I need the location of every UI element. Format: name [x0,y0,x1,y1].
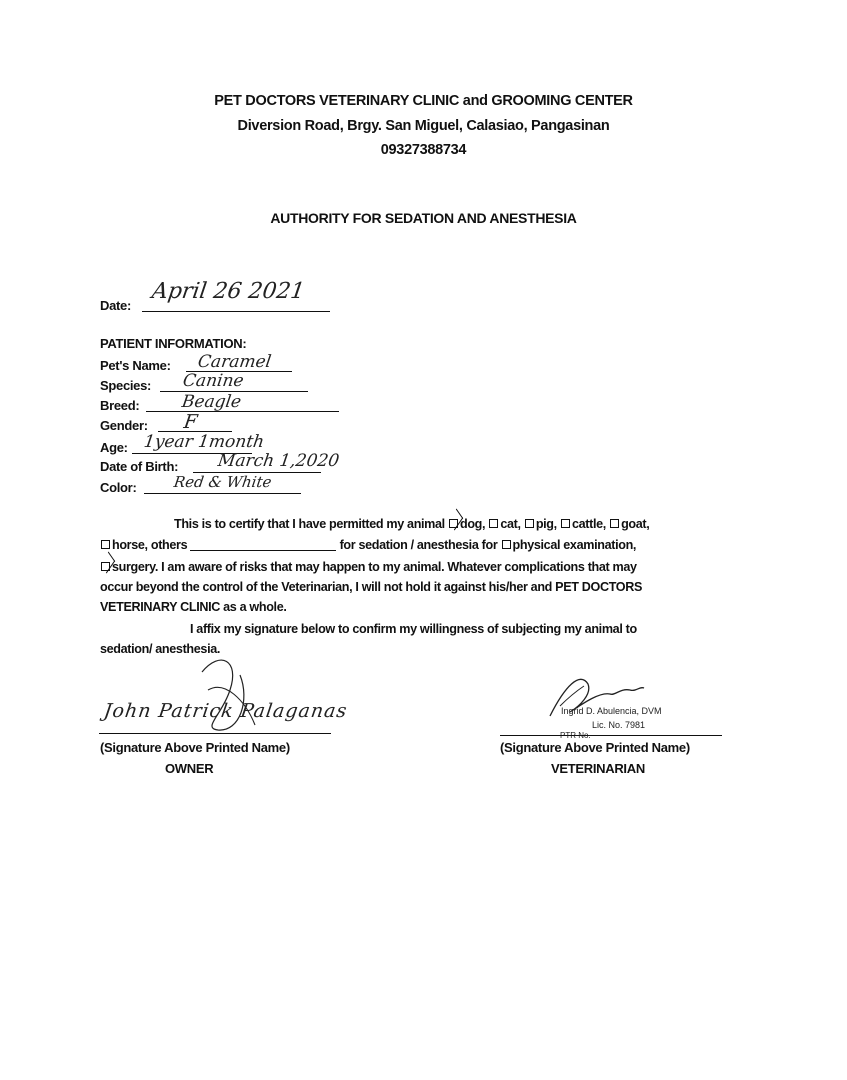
physical-exam-label: physical examination, [512,538,637,552]
owner-signature-caption: (Signature Above Printed Name) [100,740,290,755]
color-value: Red & White [172,473,273,491]
document-title: AUTHORITY FOR SEDATION AND ANESTHESIA [270,210,577,226]
pet-name-value: Caramel [196,352,273,372]
pig-checkbox[interactable] [525,519,534,528]
affix-text-1: I affix my signature below to confirm my willingness of subjecting my animal to [190,622,637,636]
goat-option-label: goat, [621,517,650,531]
age-value: 1year 1month [142,432,266,452]
breed-line [146,411,339,412]
physical-exam-checkbox[interactable] [502,540,511,549]
color-label: Color: [100,480,137,495]
dog-option-label: dog, [460,517,486,531]
vet-signature-caption: (Signature Above Printed Name) [500,740,690,755]
surgery-label: surgery. [112,560,158,574]
risk-text-3: VETERINARY CLINIC as a whole. [100,600,287,614]
clinic-address: Diversion Road, Brgy. San Miguel, Calasiao, Pangasinan [237,118,610,134]
affix-text-2: sedation/ anesthesia. [100,642,221,656]
dob-label: Date of Birth: [100,459,179,474]
gender-value: F [182,411,199,433]
risk-text-2: occur beyond the control of the Veterinarian, I will not hold it against his/her and PET DOCTORS [100,580,643,594]
pig-option-label: pig, [535,517,557,531]
age-label: Age: [100,440,128,455]
others-label: others [150,538,188,552]
horse-checkbox[interactable] [101,540,110,549]
cat-checkbox[interactable] [489,519,498,528]
date-label: Date: [100,298,132,313]
veterinarian-signature-scribble [540,666,660,726]
cattle-checkbox[interactable] [561,519,570,528]
color-line [144,493,301,494]
patient-info-heading: PATIENT INFORMATION: [100,336,247,351]
vet-stamp-name: Ingrid D. Abulencia, DVM [561,706,662,716]
owner-signature-text: John Patrick Palaganas [102,700,349,722]
vet-stamp-license: Lic. No. 7981 [592,720,646,730]
others-blank-line[interactable] [190,550,336,551]
owner-role: OWNER [165,761,214,776]
risk-text-1: I am aware of risks that may happen to my animal. Whatever complications that may [161,560,637,574]
goat-checkbox[interactable] [610,519,619,528]
dob-value: March 1,2020 [216,451,341,471]
gender-label: Gender: [100,418,148,433]
for-sedation-text: for sedation / anesthesia for [339,538,498,552]
species-label: Species: [100,378,152,393]
date-value: April 26 2021 [150,279,307,304]
vet-signature-line [500,735,722,736]
pet-name-label: Pet's Name: [100,358,171,373]
breed-label: Breed: [100,398,140,413]
horse-option-label: horse, [112,538,148,552]
certification-line-2 [100,538,636,552]
clinic-name: PET DOCTORS VETERINARY CLINIC and GROOMING CENTER [214,93,633,109]
owner-signature-scribble [90,630,330,740]
certification-line-1 [174,517,649,531]
clinic-phone: 09327388734 [380,142,467,158]
date-line [142,311,330,312]
certification-line-3 [100,560,637,574]
species-value: Canine [181,371,245,391]
dog-checkbox[interactable] [449,519,458,528]
cattle-option-label: cattle, [571,517,606,531]
owner-signature-line [99,733,331,734]
vet-stamp-ptr: PTR No. [560,731,591,740]
cat-option-label: cat, [500,517,521,531]
vet-role: VETERINARIAN [551,761,645,776]
certification-intro: This is to certify that I have permitted my animal [174,517,445,531]
surgery-checkbox[interactable] [101,562,110,571]
breed-value: Beagle [180,392,243,412]
